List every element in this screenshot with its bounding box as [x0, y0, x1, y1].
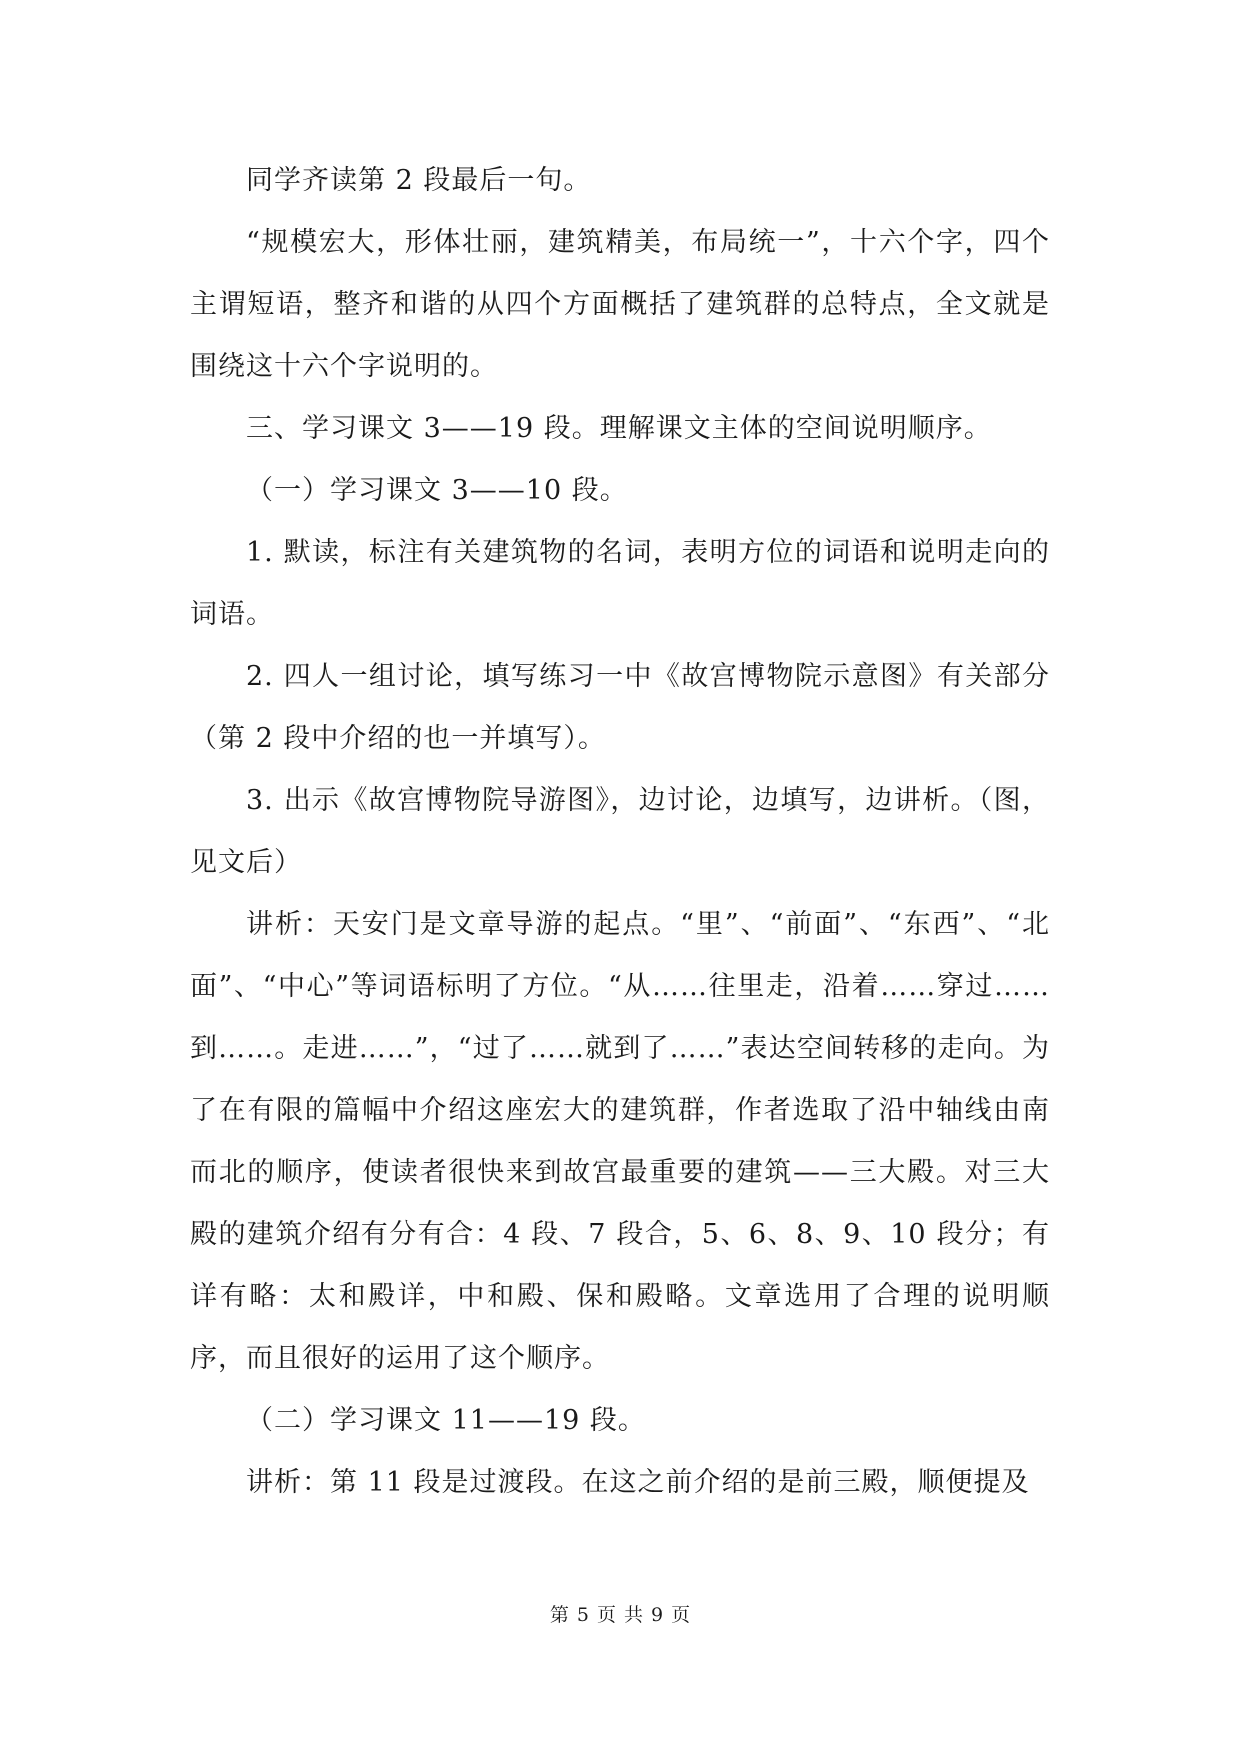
document-body — [190, 150, 1050, 1514]
paragraph-sixteen-characters: “规模宏大，形体壮丽，建筑精美，布局统一”，十六个字，四个主谓短语，整齐和谐的从四个方面概括了建筑群的总特点，全文就是围绕这十六个字说明的。 — [190, 227, 1050, 382]
paragraph-step-one: 1. 默读，标注有关建筑物的名词，表明方位的词语和说明走向的词语。 — [190, 537, 1050, 630]
paragraph-reading-instruction: 同学齐读第 2 段最后一句。 — [246, 165, 592, 196]
paragraph-analysis-two: 讲析：第 11 段是过渡段。在这之前介绍的是前三殿，顺便提及 — [246, 1467, 1030, 1498]
paragraph-section-three-heading: 三、学习课文 3——19 段。理解课文主体的空间说明顺序。 — [246, 413, 992, 444]
paragraph-subsection-two-heading: （二）学习课文 11——19 段。 — [246, 1405, 646, 1436]
paragraph-analysis-one: 讲析：天安门是文章导游的起点。“里”、“前面”、“东西”、“北面”、“中心”等词语标明了方位。“从……往里走，沿着……穿过……到……。走进……”，“过了……就到了……”表达空间转移的走向。为了在有限的篇幅中介绍这座宏大的建筑群，作者选取了沿中轴线由南而北的顺序，使读者很快来到故宫最重要的建筑——三大殿。对三大殿的建筑介绍有分有合：4 段、7 段合，5、6、8、9、10 段分；有详有略：太和殿详，中和殿、保和殿略。文章选用了合理的说明顺序，而且很好的运用了这个顺序。 — [190, 909, 1050, 1374]
paragraph-subsection-one-heading: （一）学习课文 3——10 段。 — [246, 475, 628, 506]
page-footer: 第 5 页 共 9 页 — [549, 1604, 692, 1626]
paragraph-step-two: 2. 四人一组讨论，填写练习一中《故宫博物院示意图》有关部分（第 2 段中介绍的也一并填写）。 — [190, 661, 1050, 754]
paragraph-step-three: 3. 出示《故宫博物院导游图》，边讨论，边填写，边讲析。（图，见文后） — [190, 785, 1050, 878]
